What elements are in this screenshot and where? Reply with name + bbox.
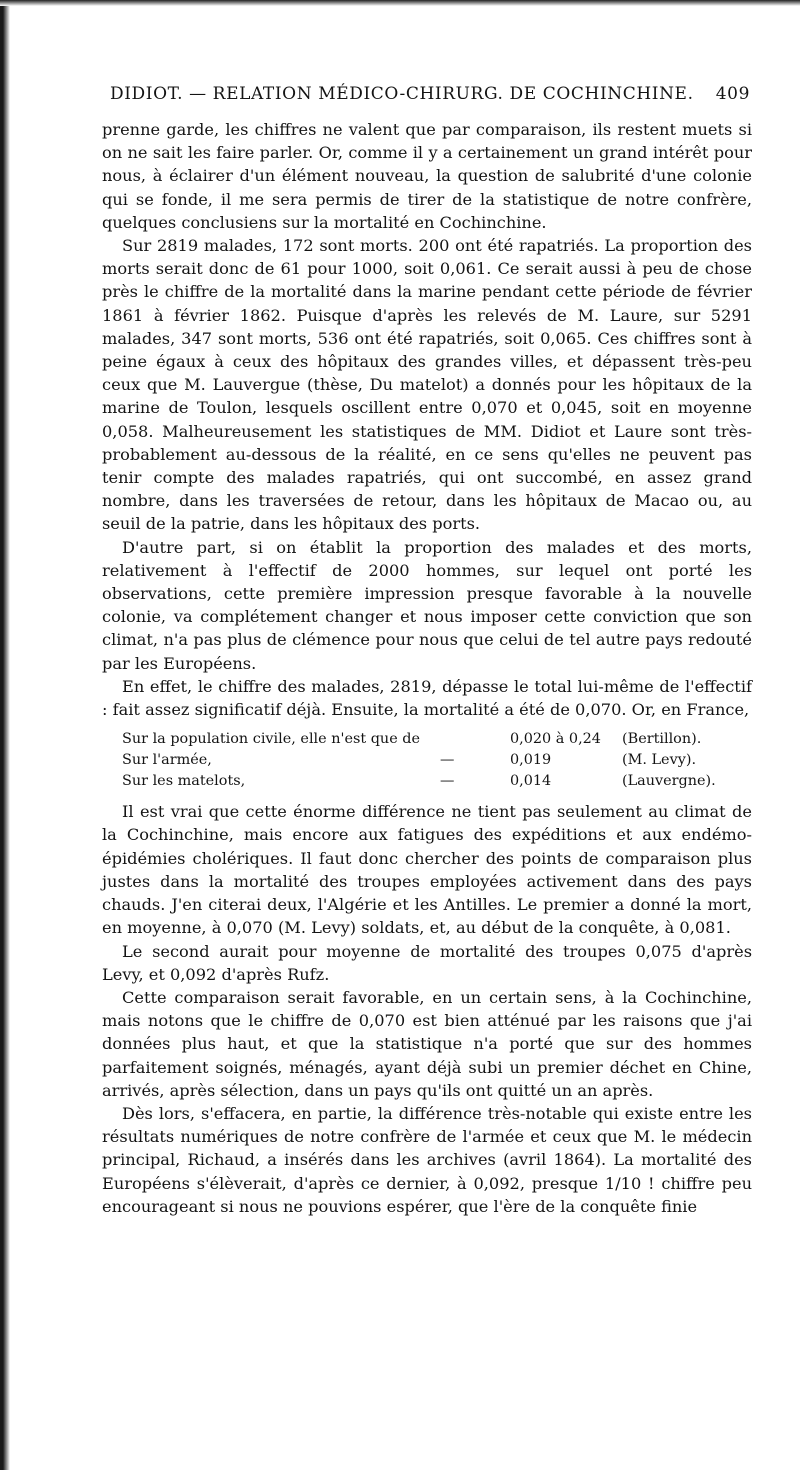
stat-dash: —	[440, 752, 455, 769]
stat-label: Sur les matelots,	[122, 773, 246, 790]
paragraph: Le second aurait pour moyenne de mortalité des troupes 0,075 d'après Levy, et 0,092 d'après Rufz.	[102, 941, 752, 984]
stat-label: Sur l'armée,	[122, 752, 212, 769]
stat-dash	[440, 729, 510, 750]
stat-source: (M. Levy).	[622, 752, 697, 769]
stat-source: (Bertillon).	[622, 731, 702, 748]
stat-row-civil	[122, 729, 752, 750]
page-header	[110, 84, 750, 110]
page-number: 409	[715, 84, 750, 104]
mortality-stats-table	[122, 729, 752, 792]
stat-row-sailors	[122, 771, 752, 792]
paragraph: Dès lors, s'effacera, en partie, la différence très-notable qui existe entre les résultats numériques de notre confrère de l'armée et ceux que M. le médecin principal, Richaud, a insérés dans les archives (avril 1864). La mortalité des Européens s'élèverait, d'après ce dernier, à 0,092, presque 1/10 ! chiffre peu encourageant si nous ne pouvions espérer, que l'ère de la conquête finie	[102, 1103, 752, 1216]
paragraph: D'autre part, si on établit la proportion des malades et des morts, relativement à l'effectif de 2000 hommes, sur lequel ont porté les observations, cette première impression presque favorable à la nouvelle colonie, va complétement changer et nous imposer cette conviction que son climat, n'a pas plus de clémence pour nous que celui de tel autre pays redouté par les Européens.	[102, 537, 752, 673]
body-text	[102, 118, 752, 1218]
paragraph: Il est vrai que cette énorme différence ne tient pas seulement au climat de la Cochinchine, mais encore aux fatigues des expéditions et aux endémo-épidémies cholériques. Il faut donc chercher des points de comparaison plus justes dans la mortalité des troupes employées activement dans des pays chauds. J'en citerai deux, l'Algérie et les Antilles. Le premier a donné la mort, en moyenne, à 0,070 (M. Levy) soldats, et, au début de la conquête, à 0,081.	[102, 802, 752, 938]
paragraph: Sur 2819 malades, 172 sont morts. 200 ont été rapatriés. La proportion des morts serait donc de 61 pour 1000, soit 0,061. Ce serait aussi à peu de chose près le chiffre de la mortalité dans la marine pendant cette période de février 1861 à février 1862. Puisque d'après les relevés de M. Laure, sur 5291 malades, 347 sont morts, 536 ont été rapatriés, soit 0,065. Ces chiffres sont à peine égaux à ceux des hôpitaux des grandes villes, et dépassent très-peu ceux que M. Lauvergue (thèse, Du matelot) a donnés pour les hôpitaux de la marine de Toulon, lesquels oscillent entre 0,070 et 0,045, soit en moyenne 0,058. Malheureusement les statistiques de MM. Didiot et Laure sont très-probablement au-dessous de la réalité, en ce sens qu'elles ne peuvent pas tenir compte des malades rapatriés, qui ont succombé, en assez grand nombre, dans les traversées de retour, dans les hôpitaux de Macao ou, au seuil de la patrie, dans les hôpitaux des ports.	[102, 236, 752, 534]
paragraph: prenne garde, les chiffres ne valent que par comparaison, ils restent muets si on ne sait les faire parler. Or, comme il y a certainement un grand intérêt pour nous, à éclairer d'un élément nouveau, la question de salubrité d'une colonie qui se fonde, il me sera permis de tirer de la statistique de notre confrère, quelques conclusiens sur la mortalité en Cochinchine.	[102, 120, 752, 232]
stat-source: (Lauvergne).	[622, 773, 716, 790]
scan-edge-left	[0, 0, 10, 1470]
running-title: DIDIOT. — RELATION MÉDICO-CHIRURG. DE COCHINCHINE.	[110, 84, 694, 104]
paragraph: En effet, le chiffre des malades, 2819, dépasse le total lui-même de l'effectif : fait assez significatif déjà. Ensuite, la mortalité a été de 0,070. Or, en France,	[102, 676, 752, 720]
stat-label: Sur la population civile, elle n'est que de	[122, 731, 421, 748]
stat-dash: —	[440, 773, 455, 790]
paragraph: Cette comparaison serait favorable, en un certain sens, à la Cochinchine, mais notons que le chiffre de 0,070 est bien atténué par les raisons que j'ai données plus haut, et que la statistique n'a porté que sur des hommes parfaitement soignés, ménagés, ayant déjà subi un premier déchet en Chine, arrivés, après sélection, dans un pays qu'ils ont quitté un an après.	[102, 987, 752, 1100]
scan-edge-top	[0, 0, 800, 6]
stat-value: 0,020 à 0,24	[510, 731, 601, 748]
stat-value: 0,014	[510, 773, 552, 790]
stat-value: 0,019	[510, 752, 552, 769]
stat-row-army	[122, 750, 752, 771]
